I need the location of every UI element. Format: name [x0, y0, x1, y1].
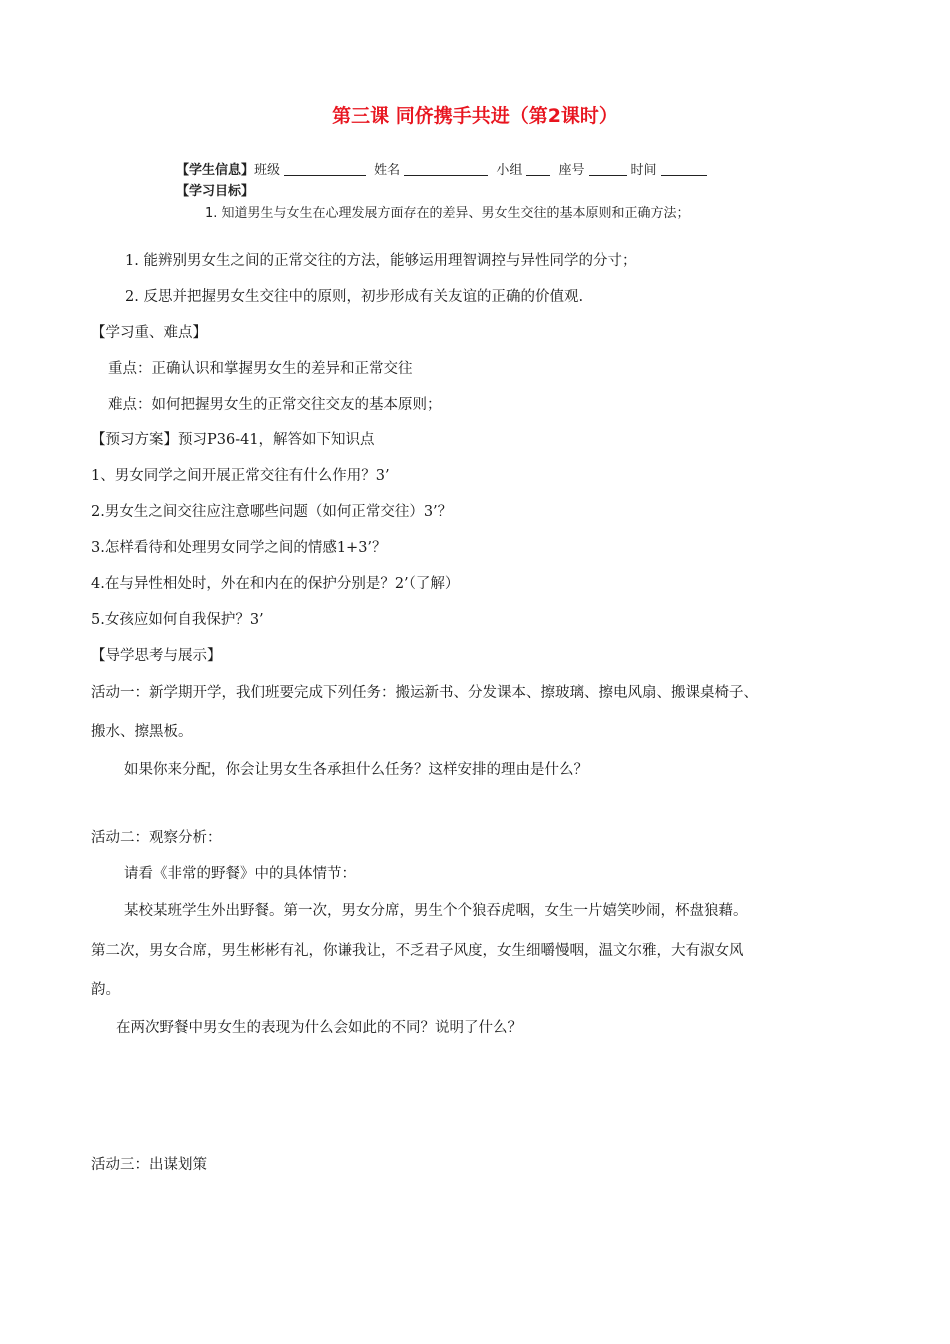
student-info-label: 【学生信息】 — [176, 163, 255, 178]
question-5: 5.女孩应如何自我保护？3’ — [91, 612, 264, 628]
activity3-title: 活动三：出谋划策 — [91, 1157, 207, 1173]
activity2-question: 在两次野餐中男女生的表现为什么会如此的不同？说明了什么？ — [116, 1020, 522, 1036]
question-4: 4.在与异性相处时，外在和内在的保护分别是？2’（了解） — [91, 576, 460, 592]
activity2-paragraph-3: 韵。 — [91, 982, 120, 998]
activity1-question: 如果你来分配，你会让男女生各承担什么任务？这样安排的理由是什么？ — [124, 762, 588, 778]
key-point: 重点：正确认识和掌握男女生的差异和正常交往 — [108, 361, 413, 377]
goal-item-1: 1. 能辨别男女生之间的正常交往的方法，能够运用理智调控与异性同学的分寸； — [125, 253, 637, 269]
activity2-paragraph-2: 第二次，男女合席，男生彬彬有礼，你谦我让，不乏君子风度，女生细嚼慢咽，温文尔雅，大有淑女风 — [91, 943, 744, 959]
name-blank[interactable] — [404, 161, 488, 176]
student-info-row — [176, 159, 711, 178]
time-label: 时间 — [630, 163, 657, 178]
question-3: 3.怎样看待和处理男女同学之间的情感1+3’？ — [91, 540, 387, 556]
question-2: 2.男女生之间交往应注意哪些问题（如何正常交往）3’？ — [91, 504, 453, 520]
class-label: 班级 — [254, 163, 281, 178]
preview-heading: 【预习方案】预习P36-41，解答如下知识点 — [91, 432, 375, 448]
page-title: 第三课 同侪携手共进（第2课时） — [332, 105, 618, 127]
seat-blank[interactable] — [589, 161, 627, 176]
hard-point: 难点：如何把握男女生的正常交往交友的基本原则； — [108, 397, 442, 413]
group-label: 小组 — [496, 163, 523, 178]
guide-heading: 【导学思考与展示】 — [91, 648, 222, 664]
group-blank[interactable] — [526, 161, 550, 176]
activity2-paragraph-1: 某校某班学生外出野餐。第一次，男女分席，男生个个狼吞虎咽，女生一片嬉笑吵闹，杯盘狼藉。 — [124, 903, 748, 919]
activity2-title: 活动二：观察分析： — [91, 830, 222, 846]
key-points-heading: 【学习重、难点】 — [91, 325, 207, 341]
activity1-line1: 活动一：新学期开学，我们班要完成下列任务：搬运新书、分发课本、擦玻璃、擦电风扇、搬课桌椅子、 — [91, 685, 758, 701]
activity1-line2: 搬水、擦黑板。 — [91, 724, 193, 740]
goals-heading: 【学习目标】 — [176, 184, 255, 199]
question-1: 1、男女同学之间开展正常交往有什么作用？3’ — [91, 468, 390, 484]
time-blank[interactable] — [661, 161, 707, 176]
activity2-intro: 请看《非常的野餐》中的具体情节： — [124, 866, 356, 882]
name-label: 姓名 — [374, 163, 401, 178]
seat-label: 座号 — [558, 163, 585, 178]
goal-small: 1. 知道男生与女生在心理发展方面存在的差异、男女生交往的基本原则和正确方法； — [205, 206, 690, 221]
goal-item-2: 2. 反思并把握男女生交往中的原则，初步形成有关友谊的正确的价值观. — [125, 289, 584, 305]
class-blank[interactable] — [284, 161, 366, 176]
